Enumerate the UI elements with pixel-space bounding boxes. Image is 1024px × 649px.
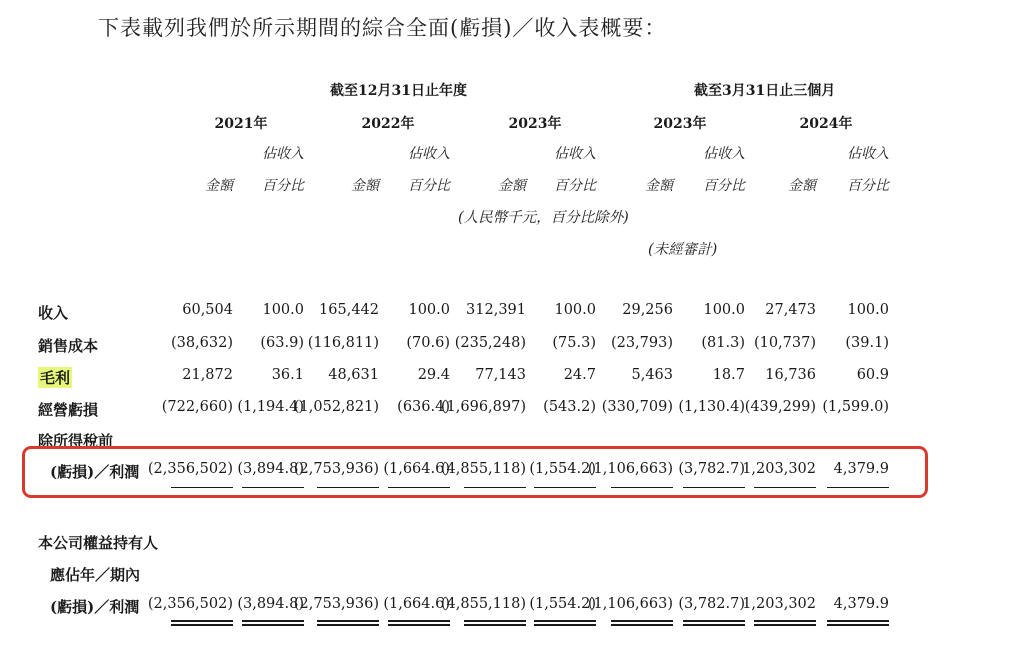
table-cell: (39.1) bbox=[845, 335, 889, 351]
table-cell: (1,554.2) bbox=[529, 596, 596, 612]
col-header-pct-top: 佔收入 bbox=[554, 146, 596, 162]
table-cell: (3,782.7) bbox=[678, 461, 745, 477]
row-label: (虧損)／利潤 bbox=[50, 463, 140, 481]
unit-note: (人民幣千元，百分比除外) bbox=[458, 210, 629, 226]
double-underline bbox=[242, 620, 304, 626]
table-cell: 165,442 bbox=[319, 302, 379, 318]
table-cell: 100.0 bbox=[847, 302, 889, 318]
group-header-year: 截至12月31日止年度 bbox=[330, 83, 467, 99]
table-cell: (636.4) bbox=[397, 399, 450, 415]
table-cell: (1,664.6) bbox=[383, 596, 450, 612]
table-cell: 4,379.9 bbox=[833, 596, 889, 612]
table-cell: 100.0 bbox=[554, 302, 596, 318]
table-cell: (1,664.6) bbox=[383, 461, 450, 477]
year-header: 2023年 bbox=[653, 116, 707, 132]
row-label: 本公司權益持有人 bbox=[38, 534, 159, 552]
year-header: 2022年 bbox=[361, 116, 415, 132]
col-header-pct-top: 佔收入 bbox=[408, 146, 450, 162]
col-header-amount: 金額 bbox=[498, 178, 526, 194]
col-header-amount: 金額 bbox=[788, 178, 816, 194]
double-underline bbox=[171, 620, 233, 626]
table-cell: 1,203,302 bbox=[742, 596, 816, 612]
table-cell: 100.0 bbox=[703, 302, 745, 318]
table-cell: 5,463 bbox=[631, 367, 673, 383]
table-cell: (3,894.8) bbox=[237, 596, 304, 612]
col-header-pct-bottom: 百分比 bbox=[703, 178, 745, 194]
table-cell: (1,106,663) bbox=[587, 596, 673, 612]
col-header-amount: 金額 bbox=[205, 178, 233, 194]
double-underline bbox=[534, 620, 596, 626]
table-cell: 60.9 bbox=[856, 367, 889, 383]
table-cell: 312,391 bbox=[466, 302, 526, 318]
table-cell: (1,130.4) bbox=[678, 399, 745, 415]
table-cell: (10,737) bbox=[753, 335, 816, 351]
table-cell: (1,554.2) bbox=[529, 461, 596, 477]
col-header-pct-top: 佔收入 bbox=[703, 146, 745, 162]
table-cell: (23,793) bbox=[610, 335, 673, 351]
double-underline bbox=[317, 620, 379, 626]
col-header-amount: 金額 bbox=[351, 178, 379, 194]
table-cell: (116,811) bbox=[307, 335, 379, 351]
table-cell: 4,379.9 bbox=[833, 461, 889, 477]
table-cell: 18.7 bbox=[712, 367, 745, 383]
double-underline bbox=[827, 620, 889, 626]
table-cell: 27,473 bbox=[765, 302, 816, 318]
row-label: 收入 bbox=[38, 304, 69, 322]
year-header: 2024年 bbox=[799, 116, 853, 132]
table-cell: (75.3) bbox=[552, 335, 596, 351]
table-cell: 21,872 bbox=[182, 367, 233, 383]
col-header-pct-top: 佔收入 bbox=[262, 146, 304, 162]
table-cell: (3,782.7) bbox=[678, 596, 745, 612]
table-cell: 77,143 bbox=[475, 367, 526, 383]
row-label: 銷售成本 bbox=[38, 337, 99, 355]
table-cell: (1,599.0) bbox=[822, 399, 889, 415]
row-label: 經營虧損 bbox=[38, 401, 99, 419]
table-cell: (1,194.4) bbox=[237, 399, 304, 415]
table-cell: (4,855,118) bbox=[440, 461, 526, 477]
table-cell: (1,696,897) bbox=[440, 399, 526, 415]
table-cell: (330,709) bbox=[601, 399, 673, 415]
table-cell: (235,248) bbox=[454, 335, 526, 351]
table-cell: 1,203,302 bbox=[742, 461, 816, 477]
col-header-pct-bottom: 百分比 bbox=[408, 178, 450, 194]
col-header-pct-top: 佔收入 bbox=[847, 146, 889, 162]
table-cell: (1,052,821) bbox=[293, 399, 379, 415]
table-cell: (38,632) bbox=[170, 335, 233, 351]
table-cell: (543.2) bbox=[543, 399, 596, 415]
double-underline bbox=[464, 620, 526, 626]
row-label: (虧損)／利潤 bbox=[50, 598, 140, 616]
table-cell: (2,356,502) bbox=[147, 596, 233, 612]
table-cell: (2,753,936) bbox=[293, 461, 379, 477]
table-cell: 29.4 bbox=[417, 367, 450, 383]
intro-text: 下表載列我們於所示期間的綜合全面(虧損)／收入表概要： bbox=[98, 16, 667, 40]
group-header-quarter: 截至3月31日止三個月 bbox=[694, 83, 836, 99]
col-header-amount: 金額 bbox=[645, 178, 673, 194]
table-cell: 48,631 bbox=[328, 367, 379, 383]
table-cell: 36.1 bbox=[271, 367, 304, 383]
table-cell: (1,106,663) bbox=[587, 461, 673, 477]
table-cell: (3,894.8) bbox=[237, 461, 304, 477]
double-underline bbox=[683, 620, 745, 626]
table-cell: 60,504 bbox=[182, 302, 233, 318]
col-header-pct-bottom: 百分比 bbox=[554, 178, 596, 194]
highlight-box bbox=[22, 446, 928, 498]
table-cell: (439,299) bbox=[744, 399, 816, 415]
col-header-pct-bottom: 百分比 bbox=[847, 178, 889, 194]
table-cell: (4,855,118) bbox=[440, 596, 526, 612]
double-underline bbox=[611, 620, 673, 626]
table-cell: (2,753,936) bbox=[293, 596, 379, 612]
table-cell: (2,356,502) bbox=[147, 461, 233, 477]
col-header-pct-bottom: 百分比 bbox=[262, 178, 304, 194]
table-cell: (70.6) bbox=[406, 335, 450, 351]
table-cell: (81.3) bbox=[701, 335, 745, 351]
row-label: 除所得稅前 bbox=[38, 432, 114, 450]
year-header: 2023年 bbox=[508, 116, 562, 132]
table-cell: 100.0 bbox=[262, 302, 304, 318]
table-cell: 24.7 bbox=[563, 367, 596, 383]
table-cell: (63.9) bbox=[260, 335, 304, 351]
table-cell: 16,736 bbox=[765, 367, 816, 383]
year-header: 2021年 bbox=[214, 116, 268, 132]
row-label: 毛利 bbox=[40, 369, 71, 387]
double-underline bbox=[754, 620, 816, 626]
double-underline bbox=[388, 620, 450, 626]
table-cell: (722,660) bbox=[161, 399, 233, 415]
unaudited-note: (未經審計) bbox=[648, 242, 718, 258]
table-cell: 29,256 bbox=[622, 302, 673, 318]
row-label: 應佔年／期內 bbox=[50, 566, 141, 584]
table-cell: 100.0 bbox=[408, 302, 450, 318]
